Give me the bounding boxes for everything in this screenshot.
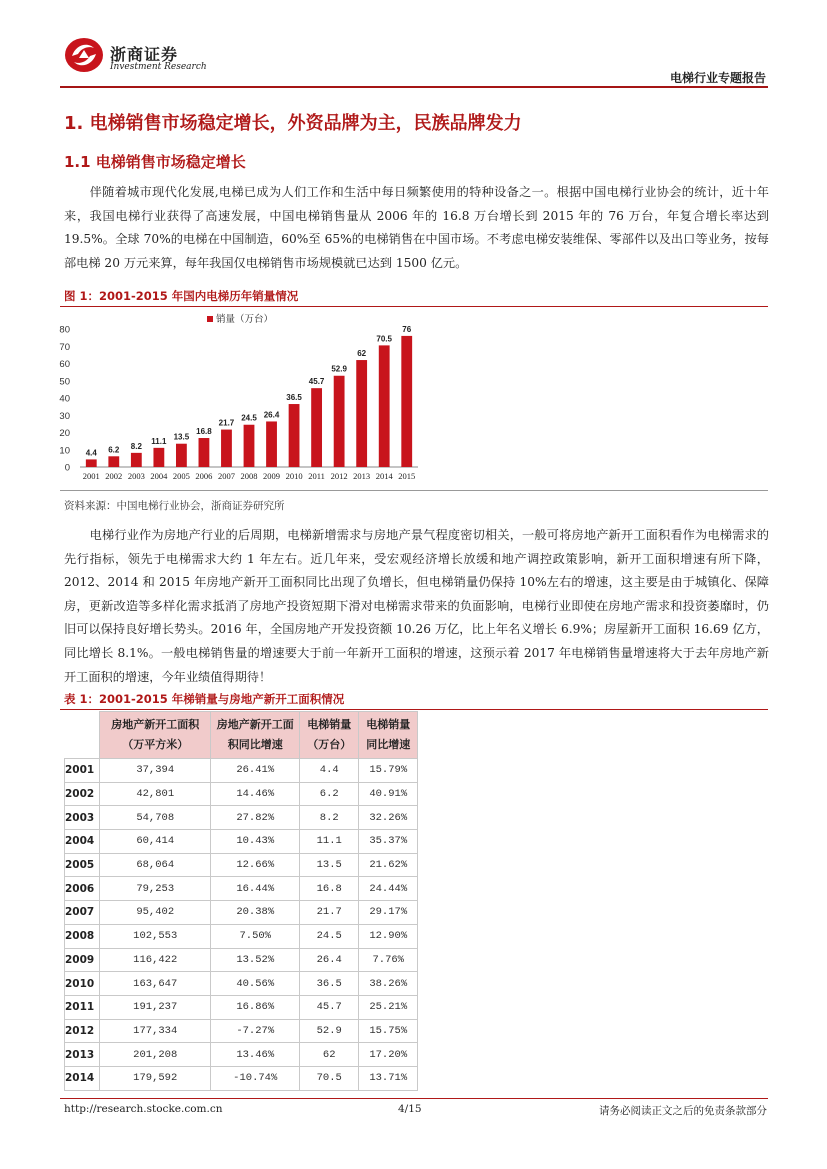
table-year-cell: 2013 bbox=[65, 1043, 100, 1067]
table-value-cell: 21.62% bbox=[359, 853, 418, 877]
table-row bbox=[65, 1043, 418, 1067]
table-header-cell bbox=[300, 712, 359, 759]
table-row bbox=[65, 806, 418, 830]
x-tick-label: 2002 bbox=[105, 471, 123, 481]
bar bbox=[176, 444, 187, 467]
x-tick-label: 2007 bbox=[217, 471, 235, 481]
bar-value-label: 45.7 bbox=[308, 377, 325, 387]
legend-label: 销量（万台） bbox=[216, 314, 274, 325]
table-year-cell: 2001 bbox=[65, 759, 100, 783]
analysis-paragraph: 电梯行业作为房地产行业的后周期，电梯新增需求与房地产景气程度密切相关，一般可将房地产新开工面积看作为电梯需求的先行指标，领先于电梯需求大约 1 年左右。近几年来，受宏观经济增长放缓和地产调控政策影响，新开工面积增速有所下降，2012、2014 和 2015 年房地产新开工面积同比出现了负增长，但电梯销量仍保持 10%左右的增速，这主要是由于城镇化、保障房，更新改造等多样化需求抵消了房地产投资短期下滑对电梯需求带来的负面影响，电梯行业即使在房地产需求和投资萎靡时，仍旧可以保持良好增长势头。2016 年，全国房地产开发投资额 10.26 万亿，比上年名义增长 6.9%；房屋新开工面积 16.69 亿方，同比增长 8.1%。一般电梯销售量的增速要大于前一年新开工面积的增速，这预示着 2017 年电梯销售量增速将大于去年房地产新开工面积的增速，今年业绩值得期待！ bbox=[64, 528, 769, 684]
x-tick-label: 2015 bbox=[398, 471, 416, 481]
table-row bbox=[65, 972, 418, 996]
table-year-cell: 2014 bbox=[65, 1066, 100, 1090]
logo-english-name: Investment Research bbox=[110, 62, 207, 72]
table-value-cell: 116,422 bbox=[100, 948, 211, 972]
elevator-sales-bar-chart bbox=[44, 309, 424, 489]
bar bbox=[266, 421, 277, 467]
table-value-cell: 52.9 bbox=[300, 1019, 359, 1043]
bar-value-label: 13.5 bbox=[173, 432, 190, 442]
x-tick-label: 2011 bbox=[308, 471, 325, 481]
bar bbox=[289, 404, 300, 467]
table-value-cell: 201,208 bbox=[100, 1043, 211, 1067]
bar bbox=[221, 430, 232, 467]
table-value-cell: 15.75% bbox=[359, 1019, 418, 1043]
bar bbox=[311, 388, 322, 467]
table-value-cell: 27.82% bbox=[211, 806, 300, 830]
table-header-row bbox=[65, 712, 418, 759]
table-row bbox=[65, 901, 418, 925]
table-row bbox=[65, 759, 418, 783]
table-value-cell: -10.74% bbox=[211, 1066, 300, 1090]
header-line-2: （万平方米） bbox=[122, 738, 189, 751]
page-number: 4/15 bbox=[398, 1103, 422, 1115]
table-value-cell: 7.76% bbox=[359, 948, 418, 972]
bar-value-label: 6.2 bbox=[108, 445, 120, 455]
table-value-cell: 12.66% bbox=[211, 853, 300, 877]
disclaimer-note: 请务必阅读正文之后的免责条款部分 bbox=[599, 1105, 767, 1117]
header-line-1: 房地产新开工面积 bbox=[111, 718, 200, 731]
table-value-cell: 16.8 bbox=[300, 877, 359, 901]
bar bbox=[356, 360, 367, 467]
table-value-cell: 179,592 bbox=[100, 1066, 211, 1090]
table-value-cell: 36.5 bbox=[300, 972, 359, 996]
table-row bbox=[65, 995, 418, 1019]
table-value-cell: 7.50% bbox=[211, 924, 300, 948]
bar-value-label: 70.5 bbox=[376, 334, 392, 344]
table-header-cell bbox=[359, 712, 418, 759]
x-tick-label: 2014 bbox=[375, 471, 393, 481]
legend-swatch bbox=[207, 316, 213, 322]
y-tick-label: 70 bbox=[59, 341, 70, 353]
table-value-cell: 62 bbox=[300, 1043, 359, 1067]
bar bbox=[108, 456, 119, 467]
subsection-heading: 1.1 电梯销售市场稳定增长 bbox=[64, 153, 246, 171]
table-value-cell: 10.43% bbox=[211, 830, 300, 854]
y-tick-label: 20 bbox=[59, 428, 70, 439]
table-value-cell: 26.41% bbox=[211, 759, 300, 783]
table-value-cell: 17.20% bbox=[359, 1043, 418, 1067]
y-tick-label: 50 bbox=[59, 376, 70, 388]
table-year-cell: 2010 bbox=[65, 972, 100, 996]
bar bbox=[244, 425, 255, 467]
table-value-cell: 38.26% bbox=[359, 972, 418, 996]
x-tick-label: 2010 bbox=[285, 471, 303, 481]
table-value-cell: 177,334 bbox=[100, 1019, 211, 1043]
footer-divider bbox=[60, 1098, 768, 1099]
bar-value-label: 21.7 bbox=[218, 418, 235, 428]
table-year-cell: 2009 bbox=[65, 948, 100, 972]
table-value-cell: -7.27% bbox=[211, 1019, 300, 1043]
x-tick-label: 2001 bbox=[82, 471, 100, 481]
bar bbox=[334, 376, 345, 467]
intro-paragraph: 伴随着城市现代化发展,电梯已成为人们工作和生活中每日频繁使用的特种设备之一。根据中国电梯行业协会的统计，近十年来，我国电梯行业获得了高速发展，中国电梯销售量从 2006 年的 16.8 万台增长到 2015 年的 76 万台，年复合增长率达到 19.5%。全球 70%的电梯在中国制造，60%至 65%的电梯销售在中国市场。不考虑电梯安装维保、零部件以及出口等业务，按每部电梯 20 万元来算，每年我国仅电梯销售市场规模就已达到 1500 亿元。 bbox=[64, 185, 769, 270]
y-tick-label: 10 bbox=[59, 445, 70, 457]
table-value-cell: 4.4 bbox=[300, 759, 359, 783]
table-value-cell: 16.86% bbox=[211, 995, 300, 1019]
y-tick-label: 30 bbox=[59, 410, 70, 422]
table-year-cell: 2002 bbox=[65, 782, 100, 806]
bar bbox=[86, 459, 97, 467]
table-value-cell: 68,064 bbox=[100, 853, 211, 877]
table-year-cell: 2008 bbox=[65, 924, 100, 948]
table-value-cell: 54,708 bbox=[100, 806, 211, 830]
header-line-2: （万台） bbox=[307, 738, 352, 751]
table-value-cell: 25.21% bbox=[359, 995, 418, 1019]
bar bbox=[199, 438, 210, 467]
table-value-cell: 40.56% bbox=[211, 972, 300, 996]
figure-caption: 图 1：2001-2015 年国内电梯历年销量情况 bbox=[64, 289, 299, 303]
header-line-2: 积同比增速 bbox=[227, 738, 283, 751]
bar bbox=[401, 336, 412, 467]
header-line-1: 电梯销量 bbox=[366, 718, 411, 731]
table-value-cell: 40.91% bbox=[359, 782, 418, 806]
table-value-cell: 60,414 bbox=[100, 830, 211, 854]
table-year-cell: 2004 bbox=[65, 830, 100, 854]
table-year-cell: 2007 bbox=[65, 901, 100, 925]
header-line-2: 同比增速 bbox=[366, 738, 411, 751]
bar-value-label: 26.4 bbox=[263, 410, 280, 420]
company-logo-icon bbox=[64, 36, 104, 74]
y-tick-label: 80 bbox=[59, 324, 70, 336]
table-row bbox=[65, 1066, 418, 1090]
table-caption-rule bbox=[60, 709, 768, 710]
bar-value-label: 76 bbox=[402, 324, 412, 334]
table-header-cell bbox=[100, 712, 211, 759]
table-header-cell bbox=[211, 712, 300, 759]
table-value-cell: 37,394 bbox=[100, 759, 211, 783]
table-value-cell: 13.52% bbox=[211, 948, 300, 972]
table-year-cell: 2005 bbox=[65, 853, 100, 877]
table-row bbox=[65, 830, 418, 854]
figure-source: 资料来源：中国电梯行业协会，浙商证券研究所 bbox=[64, 500, 285, 512]
logo-company-name: 浙商证券 bbox=[110, 45, 179, 64]
table-value-cell: 13.71% bbox=[359, 1066, 418, 1090]
table-value-cell: 6.2 bbox=[300, 782, 359, 806]
x-tick-label: 2005 bbox=[172, 471, 190, 481]
table-value-cell: 15.79% bbox=[359, 759, 418, 783]
sales-vs-construction-table bbox=[64, 711, 418, 1091]
x-tick-label: 2006 bbox=[195, 471, 213, 481]
table-row bbox=[65, 782, 418, 806]
table-row bbox=[65, 877, 418, 901]
table-row bbox=[65, 948, 418, 972]
table-year-cell: 2011 bbox=[65, 995, 100, 1019]
table-value-cell: 102,553 bbox=[100, 924, 211, 948]
report-type-label: 电梯行业专题报告 bbox=[669, 71, 766, 85]
footer-url-link[interactable]: http://research.stocke.com.cn bbox=[64, 1103, 223, 1115]
table-value-cell: 20.38% bbox=[211, 901, 300, 925]
table-value-cell: 21.7 bbox=[300, 901, 359, 925]
table-value-cell: 29.17% bbox=[359, 901, 418, 925]
x-tick-label: 2004 bbox=[150, 471, 168, 481]
table-year-cell: 2006 bbox=[65, 877, 100, 901]
table-value-cell: 11.1 bbox=[300, 830, 359, 854]
table-value-cell: 42,801 bbox=[100, 782, 211, 806]
header-divider bbox=[60, 86, 768, 88]
section-heading: 1. 电梯销售市场稳定增长，外资品牌为主，民族品牌发力 bbox=[64, 113, 522, 134]
y-tick-label: 40 bbox=[59, 393, 70, 405]
table-value-cell: 14.46% bbox=[211, 782, 300, 806]
header-line-1: 房地产新开工面 bbox=[216, 718, 294, 731]
table-caption: 表 1：2001-2015 年梯销量与房地产新开工面积情况 bbox=[64, 692, 345, 706]
bar bbox=[153, 448, 164, 467]
table-value-cell: 24.5 bbox=[300, 924, 359, 948]
x-tick-label: 2003 bbox=[127, 471, 145, 481]
table-value-cell: 163,647 bbox=[100, 972, 211, 996]
table-row bbox=[65, 853, 418, 877]
source-divider bbox=[60, 490, 768, 491]
table-value-cell: 79,253 bbox=[100, 877, 211, 901]
bar-value-label: 24.5 bbox=[241, 413, 257, 423]
table-value-cell: 8.2 bbox=[300, 806, 359, 830]
table-value-cell: 13.46% bbox=[211, 1043, 300, 1067]
table-value-cell: 70.5 bbox=[300, 1066, 359, 1090]
bar bbox=[379, 345, 390, 467]
bar-value-label: 52.9 bbox=[331, 364, 347, 374]
table-year-cell: 2012 bbox=[65, 1019, 100, 1043]
table-value-cell: 16.44% bbox=[211, 877, 300, 901]
bar-value-label: 11.1 bbox=[151, 436, 167, 446]
table-value-cell: 45.7 bbox=[300, 995, 359, 1019]
bar-value-label: 4.4 bbox=[85, 448, 97, 458]
header-line-1: 电梯销量 bbox=[307, 718, 352, 731]
x-tick-label: 2013 bbox=[353, 471, 371, 481]
table-value-cell: 95,402 bbox=[100, 901, 211, 925]
bar bbox=[131, 453, 142, 467]
table-value-cell: 191,237 bbox=[100, 995, 211, 1019]
table-corner-cell bbox=[65, 712, 100, 759]
table-value-cell: 35.37% bbox=[359, 830, 418, 854]
bar-value-label: 16.8 bbox=[196, 427, 212, 437]
bar-value-label: 8.2 bbox=[130, 441, 142, 451]
bar-value-label: 36.5 bbox=[286, 393, 302, 403]
table-value-cell: 32.26% bbox=[359, 806, 418, 830]
table-value-cell: 24.44% bbox=[359, 877, 418, 901]
x-tick-label: 2012 bbox=[330, 471, 348, 481]
table-row bbox=[65, 1019, 418, 1043]
table-value-cell: 13.5 bbox=[300, 853, 359, 877]
table-row bbox=[65, 924, 418, 948]
y-tick-label: 0 bbox=[64, 462, 70, 474]
table-value-cell: 26.4 bbox=[300, 948, 359, 972]
x-tick-label: 2009 bbox=[263, 471, 281, 481]
figure-caption-rule bbox=[60, 306, 768, 307]
table-value-cell: 12.90% bbox=[359, 924, 418, 948]
bar-value-label: 62 bbox=[357, 349, 367, 359]
x-tick-label: 2008 bbox=[240, 471, 258, 481]
table-year-cell: 2003 bbox=[65, 806, 100, 830]
y-tick-label: 60 bbox=[59, 359, 70, 370]
